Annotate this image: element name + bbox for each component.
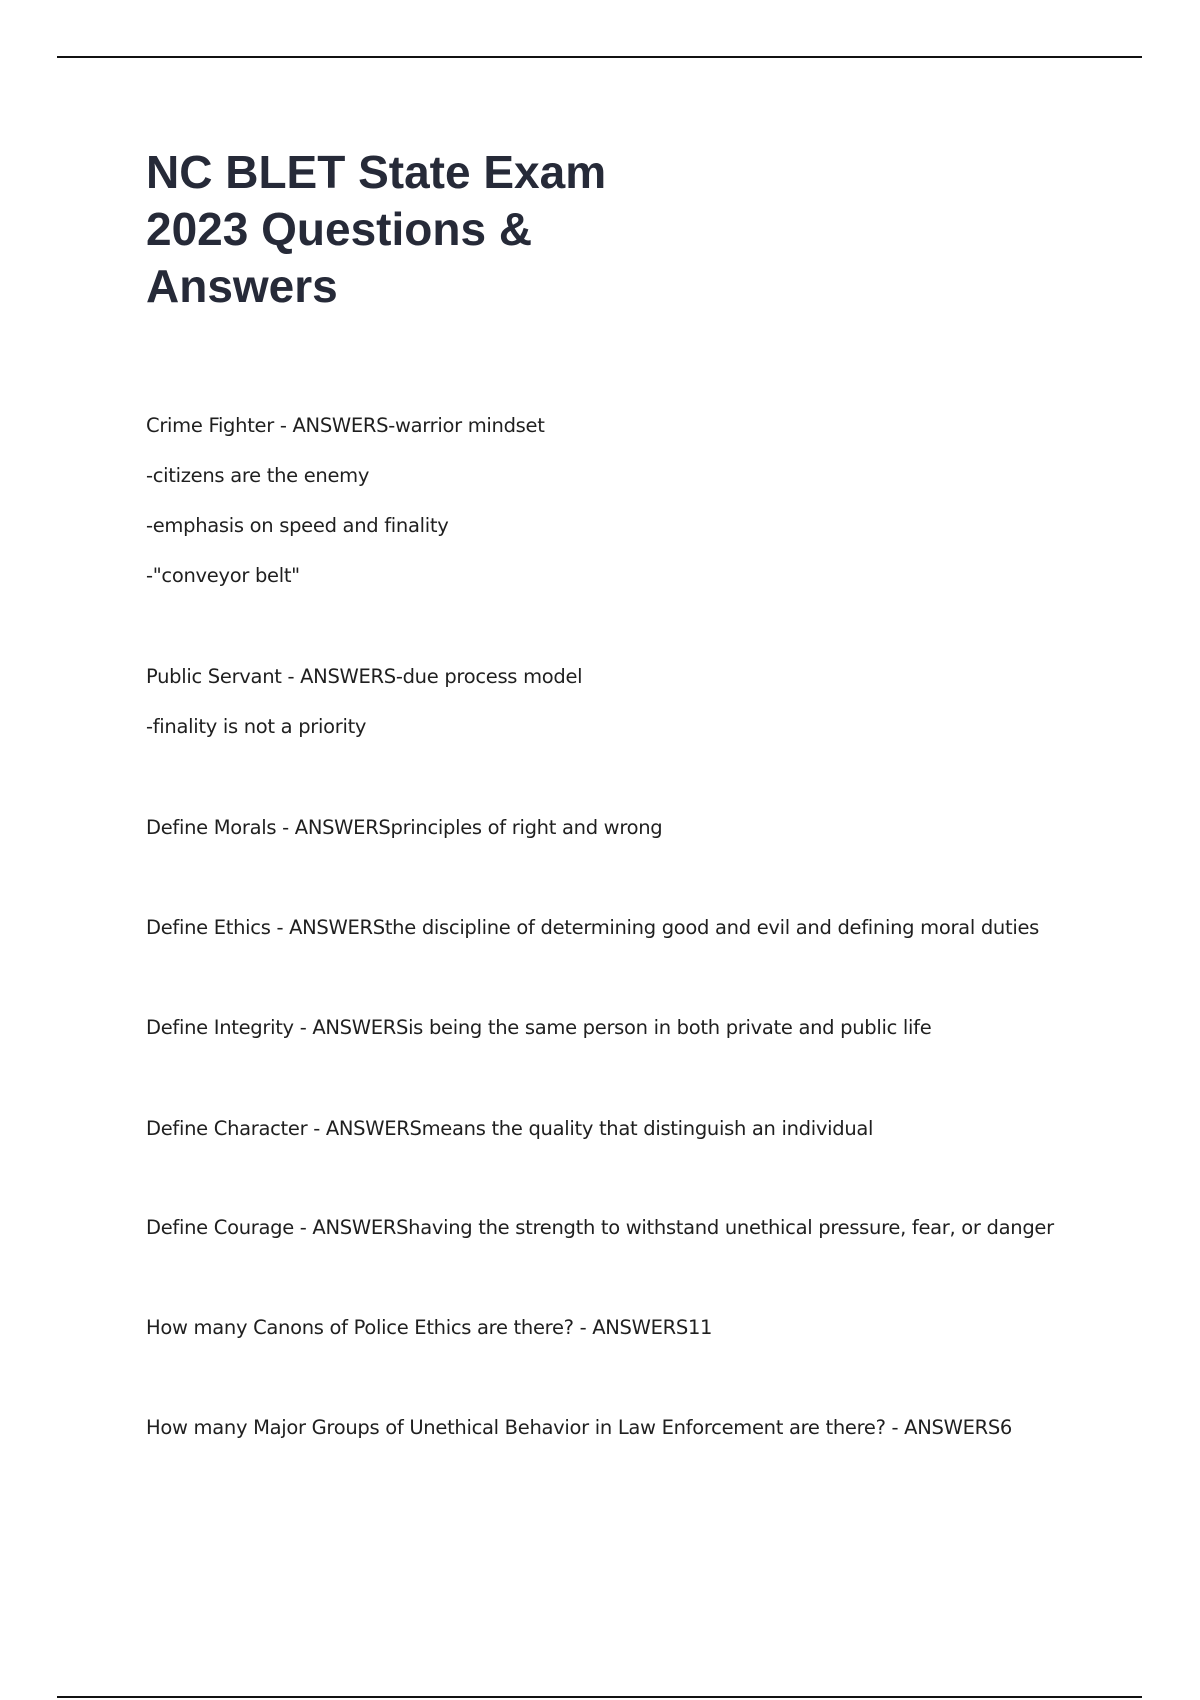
- qa-entry-define-courage: [146, 1203, 1146, 1253]
- qa-entry-canons-count: [146, 1303, 1146, 1353]
- qa-entry-crime-fighter: [146, 401, 1146, 601]
- qa-entry-public-servant: [146, 652, 1146, 752]
- qa-line: -finality is not a priority: [146, 715, 367, 738]
- document-title: [146, 144, 706, 315]
- top-rule: [57, 56, 1142, 58]
- qa-line: -citizens are the enemy: [146, 464, 370, 487]
- qa-line: Define Morals - ANSWERSprinciples of right and wrong: [146, 816, 663, 839]
- qa-line: Define Ethics - ANSWERSthe discipline of determining good and evil and defining moral duties: [146, 916, 1040, 939]
- qa-line: Public Servant - ANSWERS-due process model: [146, 665, 583, 688]
- bottom-rule: [57, 1696, 1142, 1698]
- qa-entry-unethical-groups-count: [146, 1403, 1146, 1453]
- title-line: Answers: [146, 260, 338, 312]
- qa-line: How many Canons of Police Ethics are there? - ANSWERS11: [146, 1316, 713, 1339]
- qa-entry-define-character: [146, 1104, 1146, 1154]
- qa-line: How many Major Groups of Unethical Behavior in Law Enforcement are there? - ANSWERS6: [146, 1416, 1013, 1439]
- qa-entry-define-ethics: [146, 903, 1146, 953]
- qa-line: Crime Fighter - ANSWERS-warrior mindset: [146, 414, 545, 437]
- title-line: NC BLET State Exam: [146, 146, 607, 198]
- qa-line: Define Courage - ANSWERShaving the strength to withstand unethical pressure, fear, or danger: [146, 1216, 1054, 1239]
- qa-entry-define-integrity: [146, 1003, 1146, 1053]
- title-line: 2023 Questions &: [146, 203, 533, 255]
- qa-line: Define Integrity - ANSWERSis being the same person in both private and public life: [146, 1016, 932, 1039]
- qa-entry-define-morals: [146, 803, 1146, 853]
- qa-line: Define Character - ANSWERSmeans the quality that distinguish an individual: [146, 1117, 874, 1140]
- qa-line: -emphasis on speed and finality: [146, 514, 449, 537]
- qa-line: -"conveyor belt": [146, 564, 300, 587]
